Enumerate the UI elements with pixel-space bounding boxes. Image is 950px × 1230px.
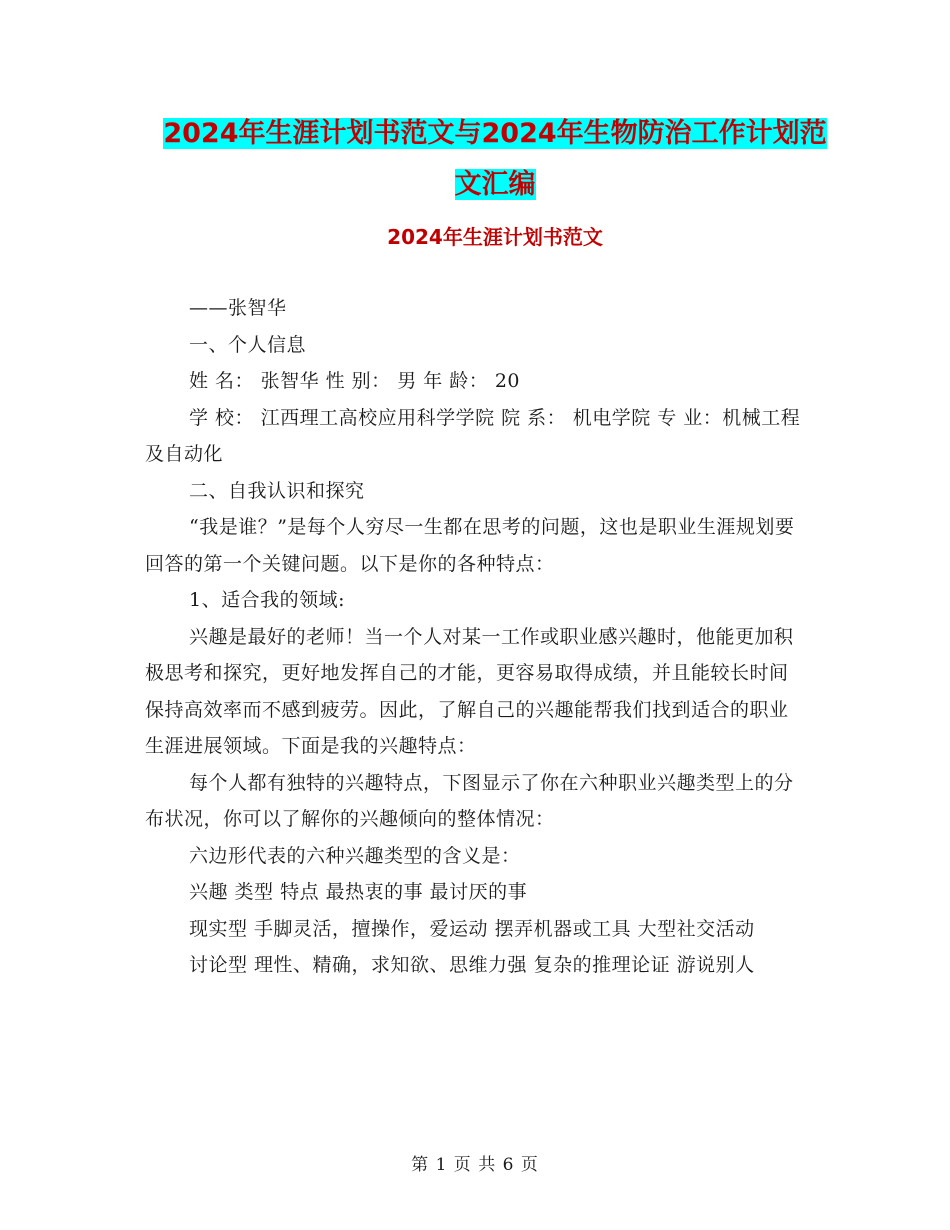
heading-personal-info: 一、个人信息 <box>189 333 307 356</box>
paragraph-interest-distribution: 每个人都有独特的兴趣特点，下图显示了你在六种职业兴趣类型上的分布状况，你可以了解你的兴趣倾向的整体情况： <box>145 771 794 830</box>
table-row-realistic: 现实型 手脚灵活，擅操作，爱运动 摆弄机器或工具 大型社交活动 <box>189 917 755 940</box>
paragraph-interest: 兴趣是最好的老师！当一个人对某一工作或职业感兴趣时，他能更加积极思考和探究，更好地发挥自己的才能，更容易取得成绩，并且能较长时间保持高效率而不感到疲劳。因此，了解自己的兴趣能帮我们找到适合的职业生涯进展领域。下面是我的兴趣特点： <box>145 625 794 757</box>
heading-self-exploration: 二、自我认识和探究 <box>189 479 365 502</box>
document-title <box>140 108 850 210</box>
section-title: 2024年生涯计划书范文 <box>387 225 603 249</box>
paragraph-hexagon-meaning: 六边形代表的六种兴趣类型的含义是： <box>189 844 521 867</box>
paragraph-who-am-i: “我是谁？”是每个人穷尽一生都在思考的问题，这也是职业生涯规划要回答的第一个关键问题。以下是你的各种特点： <box>145 516 795 575</box>
table-header-line: 兴趣 类型 特点 最热衷的事 最讨厌的事 <box>189 881 528 903</box>
document-title-line2: 文汇编 <box>454 169 536 200</box>
personal-school-info: 学 校： 江西理工高校应用科学学院 院 系： 机电学院 专 业：机械工程及自动化 <box>145 406 801 465</box>
heading-suitable-field: 1、适合我的领域: <box>189 589 345 611</box>
table-row-investigative: 讨论型 理性、精确，求知欲、思维力强 复杂的推理论证 游说别人 <box>189 954 755 976</box>
document-body <box>145 290 805 984</box>
author-line: ——张智华 <box>189 297 287 319</box>
document-title-line1: 2024年生涯计划书范文与2024年生物防治工作计划范 <box>163 118 827 149</box>
personal-basic-info: 姓 名： 张智华 性 别： 男 年 龄： 20 <box>189 370 520 392</box>
page-footer: 第 1 页 共 6 页 <box>411 1155 539 1175</box>
